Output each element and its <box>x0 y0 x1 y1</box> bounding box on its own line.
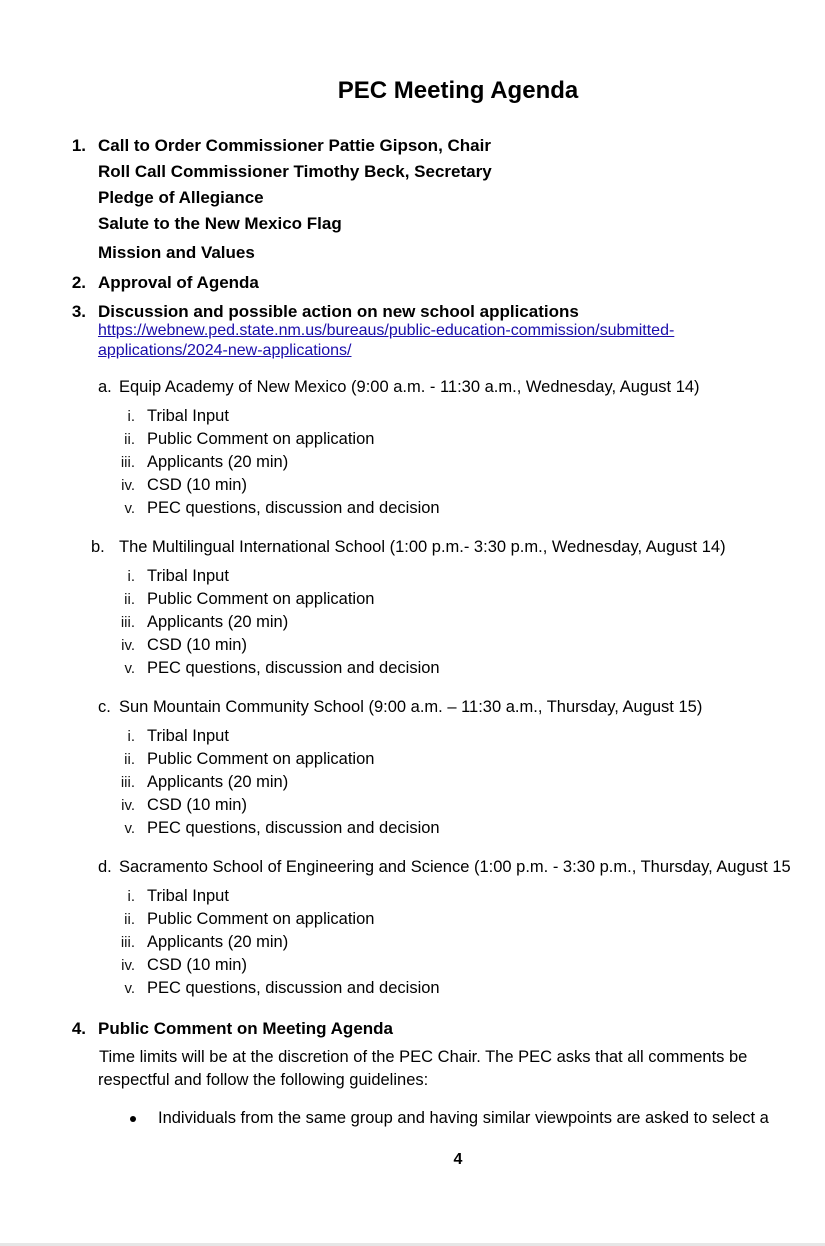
bullet-dot-icon <box>130 1116 136 1122</box>
school-c-step-2-numeral: ii. <box>124 751 135 768</box>
applications-link-line-1[interactable]: https://webnew.ped.state.nm.us/bureaus/public-education-commission/submitted- <box>98 322 675 339</box>
school-b-step-5: PEC questions, discussion and decision <box>147 659 440 677</box>
school-b-step-4: CSD (10 min) <box>147 636 247 654</box>
school-c-step-4-numeral: iv. <box>121 797 135 814</box>
school-a-step-3-numeral: iii. <box>120 454 135 471</box>
school-b-letter: b. <box>91 538 105 556</box>
school-c-letter: c. <box>98 698 111 716</box>
item-2-number: 2. <box>71 273 86 292</box>
school-b-step-2: Public Comment on application <box>147 590 375 608</box>
school-b-step-3-numeral: iii. <box>120 614 135 631</box>
applications-link-line-2[interactable]: applications/2024-new-applications/ <box>98 342 352 359</box>
school-d-step-5: PEC questions, discussion and decision <box>147 979 440 997</box>
school-b-step-4-numeral: iv. <box>121 637 135 654</box>
school-d-name: Sacramento School of Engineering and Science (1:00 p.m. - 3:30 p.m., Thursday, August 15 <box>119 858 791 876</box>
school-b-step-5-numeral: v. <box>124 660 135 677</box>
school-a-step-3: Applicants (20 min) <box>147 453 289 471</box>
school-c-step-3-numeral: iii. <box>120 774 135 791</box>
school-d-step-4: CSD (10 min) <box>147 956 247 974</box>
school-b-step-2-numeral: ii. <box>124 591 135 608</box>
school-c-name: Sun Mountain Community School (9:00 a.m. – 11:30 a.m., Thursday, August 15) <box>119 698 703 716</box>
school-a-step-1: Tribal Input <box>147 407 229 425</box>
school-d-step-5-numeral: v. <box>124 980 135 997</box>
item-1-line-2: Roll Call Commissioner Timothy Beck, Secretary <box>98 162 492 181</box>
school-a-step-5-numeral: v. <box>124 500 135 517</box>
school-c-step-2: Public Comment on application <box>147 750 375 768</box>
school-a-step-4: CSD (10 min) <box>147 476 247 494</box>
school-a-name: Equip Academy of New Mexico (9:00 a.m. - 11:30 a.m., Wednesday, August 14) <box>119 378 700 396</box>
item-4-paragraph-line-1: Time limits will be at the discretion of the PEC Chair. The PEC asks that all comments be <box>99 1048 748 1066</box>
school-c-step-1: Tribal Input <box>147 727 229 745</box>
item-4-paragraph-line-2: respectful and follow the following guidelines: <box>98 1071 429 1089</box>
school-a-step-1-numeral: i. <box>127 408 135 425</box>
school-b-step-3: Applicants (20 min) <box>147 613 289 631</box>
item-1-line-3: Pledge of Allegiance <box>98 188 264 207</box>
school-d-step-1: Tribal Input <box>147 887 229 905</box>
item-3-text: Discussion and possible action on new school applications <box>98 302 579 321</box>
school-d-step-3-numeral: iii. <box>120 934 135 951</box>
school-a-step-5: PEC questions, discussion and decision <box>147 499 440 517</box>
school-c-step-5: PEC questions, discussion and decision <box>147 819 440 837</box>
school-a-step-2-numeral: ii. <box>124 431 135 448</box>
school-d-step-1-numeral: i. <box>127 888 135 905</box>
item-1-number: 1. <box>71 136 86 155</box>
school-a-step-4-numeral: iv. <box>121 477 135 494</box>
page-number: 4 <box>453 1151 463 1168</box>
item-1-line-5: Mission and Values <box>98 243 255 262</box>
item-1-line-1: Call to Order Commissioner Pattie Gipson, Chair <box>98 136 491 155</box>
item-4-text: Public Comment on Meeting Agenda <box>98 1019 393 1038</box>
school-a-step-2: Public Comment on application <box>147 430 375 448</box>
item-1-line-4: Salute to the New Mexico Flag <box>98 214 342 233</box>
school-d-step-2: Public Comment on application <box>147 910 375 928</box>
school-b-step-1-numeral: i. <box>127 568 135 585</box>
school-c-step-3: Applicants (20 min) <box>147 773 289 791</box>
school-c-step-1-numeral: i. <box>127 728 135 745</box>
school-b-step-1: Tribal Input <box>147 567 229 585</box>
guideline-bullet-1: Individuals from the same group and having similar viewpoints are asked to select a <box>158 1109 769 1127</box>
school-d-step-4-numeral: iv. <box>121 957 135 974</box>
school-a-letter: a. <box>98 378 112 396</box>
school-c-step-5-numeral: v. <box>124 820 135 837</box>
school-d-step-3: Applicants (20 min) <box>147 933 289 951</box>
item-2-text: Approval of Agenda <box>98 273 259 292</box>
school-d-step-2-numeral: ii. <box>124 911 135 928</box>
school-c-step-4: CSD (10 min) <box>147 796 247 814</box>
item-4-number: 4. <box>71 1019 86 1038</box>
item-3-number: 3. <box>71 302 86 321</box>
school-d-letter: d. <box>98 858 112 876</box>
page-title: PEC Meeting Agenda <box>337 77 579 104</box>
school-b-name: The Multilingual International School (1:00 p.m.- 3:30 p.m., Wednesday, August 14) <box>119 538 726 556</box>
